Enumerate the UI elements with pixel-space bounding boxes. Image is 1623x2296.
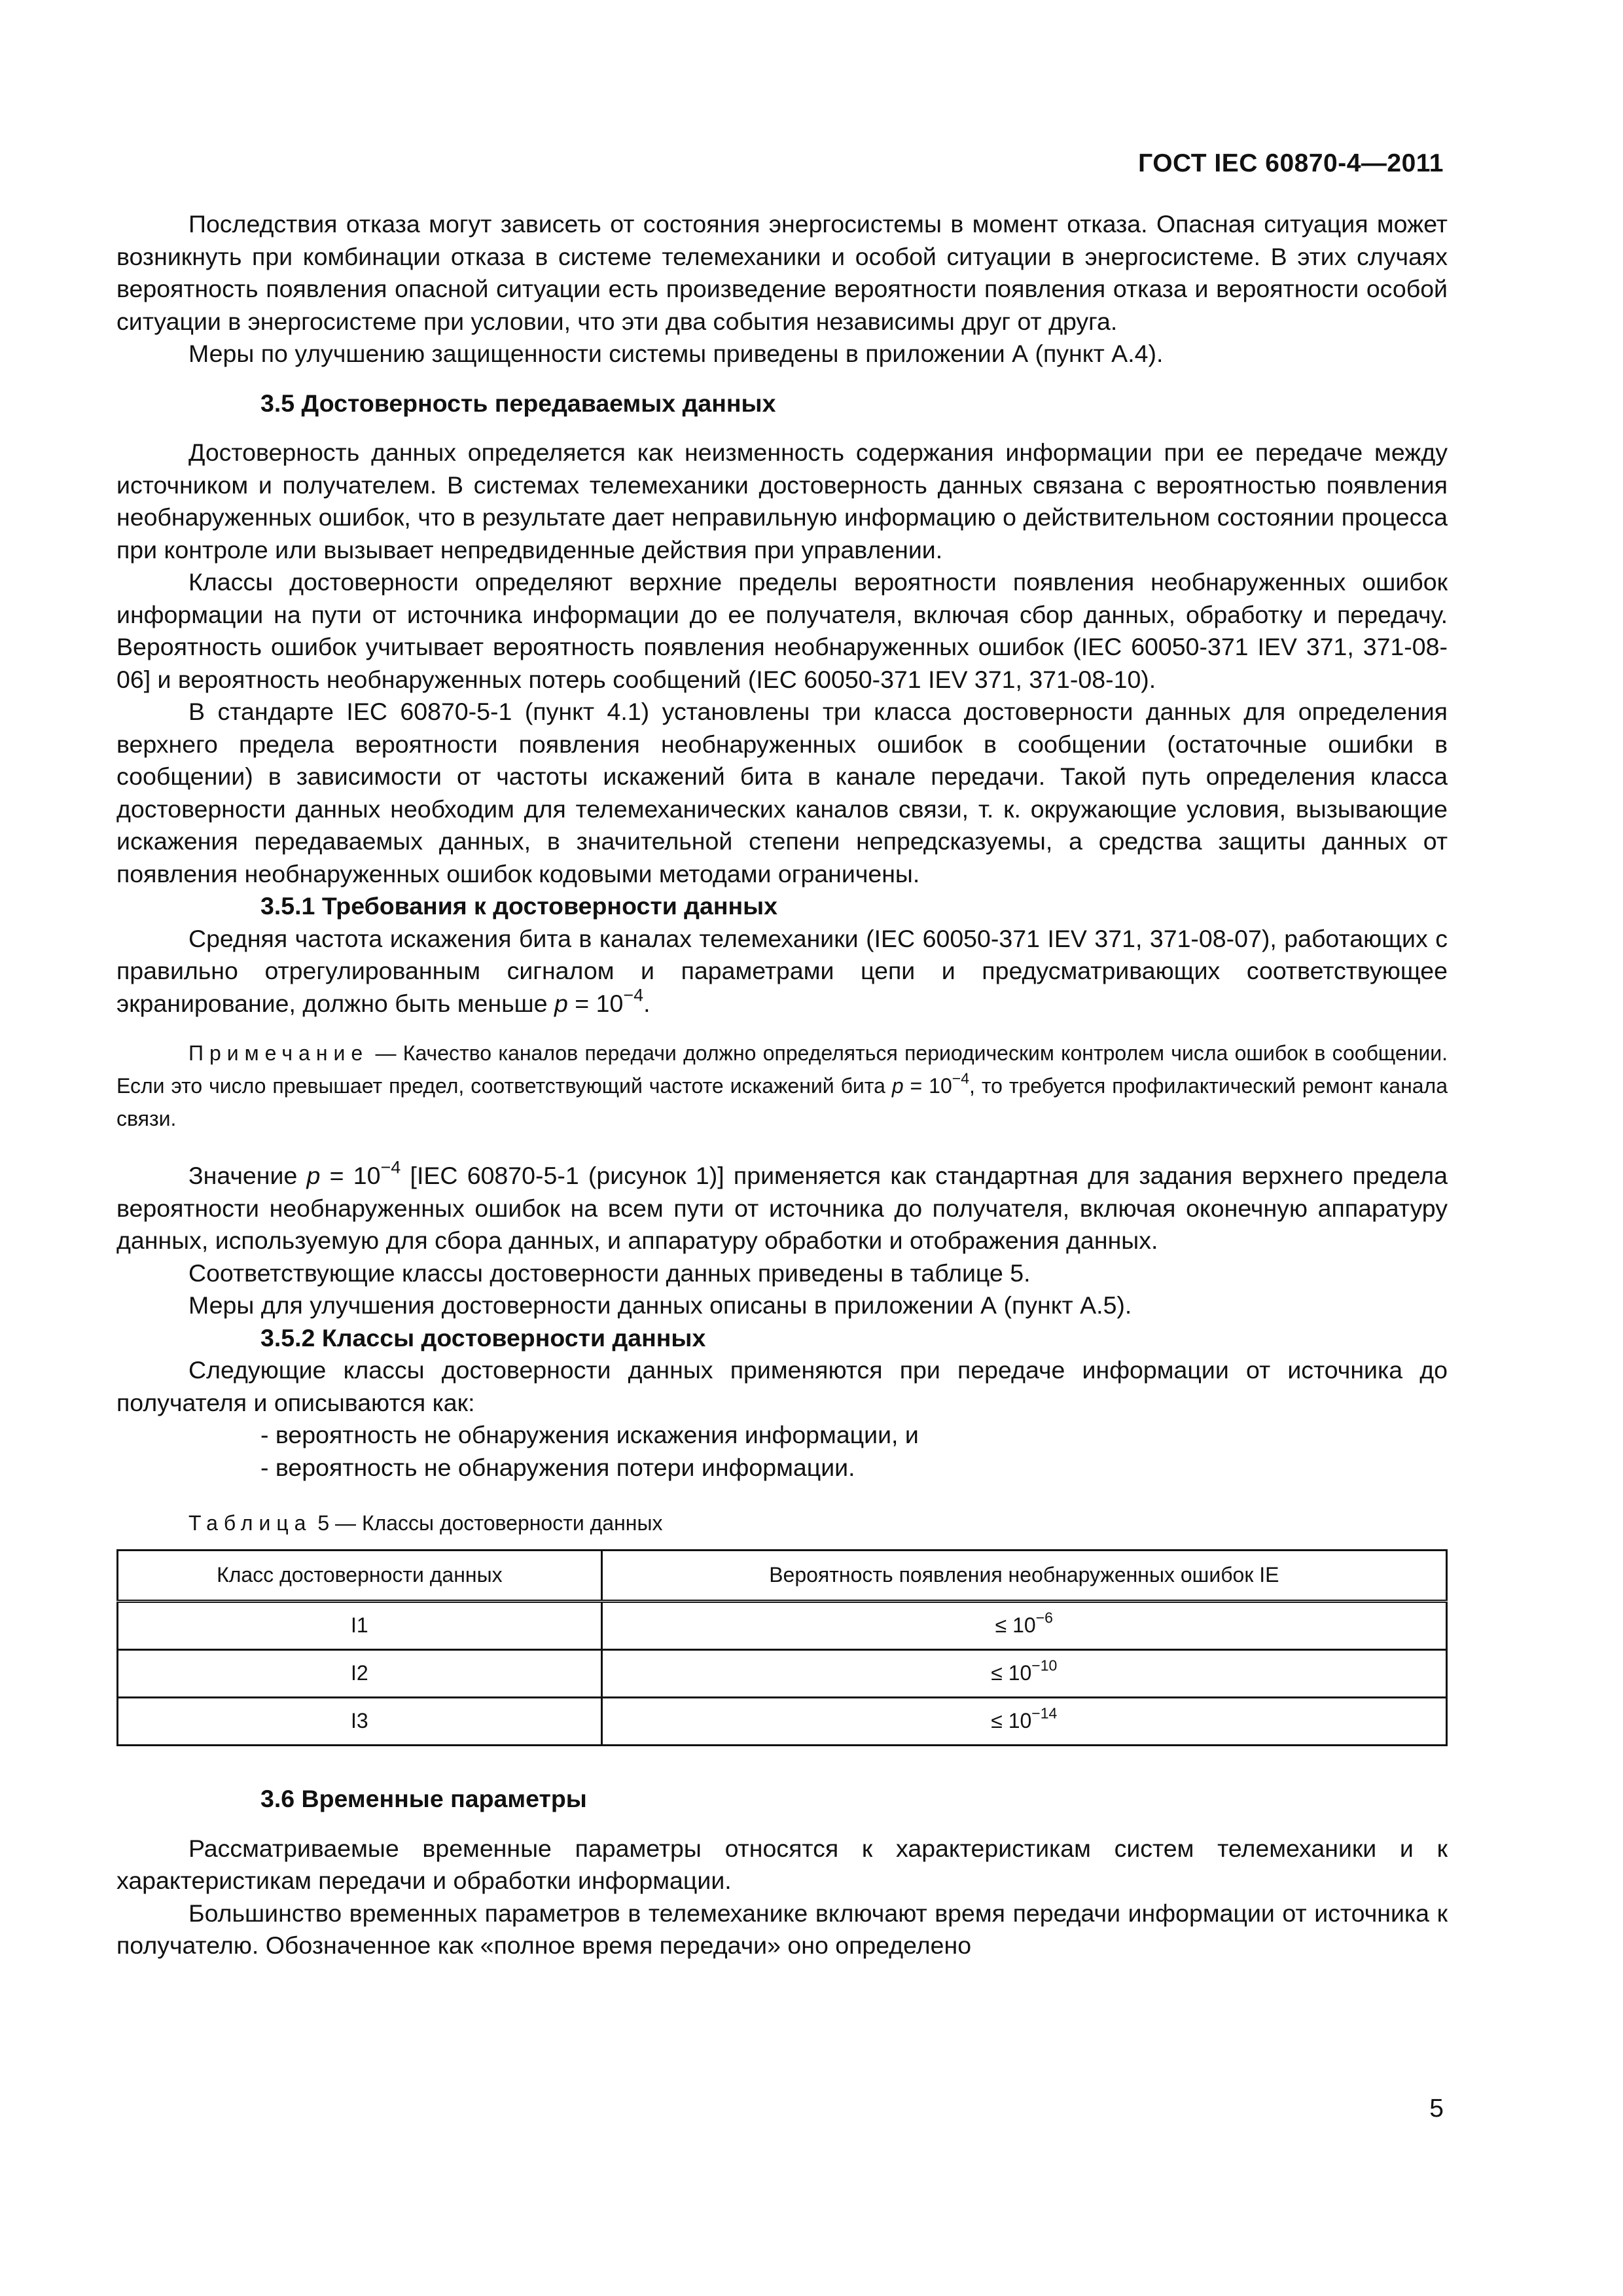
math-variable-p: p xyxy=(306,1162,321,1189)
paragraph xyxy=(116,1157,1448,1257)
paragraph: Последствия отказа могут зависеть от состояния энергосистемы в момент отказа. Опасная ситуация может возникнуть при комбинации отказа в системе телемеханики и особой ситуации в энергосистеме. В этих случаях вероятность появления опасной ситуации есть произведение вероятности появления отказа и вероятности особой ситуации в энергосистеме при условии, что эти два события независимы друг от друга. xyxy=(116,210,1448,335)
table-caption xyxy=(116,1509,1448,1537)
note-label: Примечание xyxy=(188,1041,369,1065)
math-variable-p: p xyxy=(554,989,568,1017)
paragraph: Рассматриваемые временные параметры относятся к характеристикам систем телемеханики и к характеристикам передачи и обработки информации. xyxy=(116,1834,1448,1894)
paragraph: Соответствующие классы достоверности данных приведены в таблице 5. xyxy=(188,1259,1031,1287)
paragraph: Меры для улучшения достоверности данных описаны в приложении А (пункт А.5). xyxy=(188,1291,1132,1319)
note-text: — Качество каналов передачи должно определяться периодическим контролем числа ошибок в сообщении. Если это число превышает предел, соответствующий частоте искажений бита xyxy=(116,1041,1448,1098)
paragraph: Меры по улучшению защищенности системы приведены в приложении А (пункт А.4). xyxy=(188,340,1164,367)
table-caption-text: 5 — Классы достоверности данных xyxy=(312,1511,663,1535)
table-row xyxy=(118,1650,1447,1698)
paragraph: Классы достоверности определяют верхние пределы вероятности появления необнаруженных ошибок информации на пути от источника информации до ее получателя, включая сбор данных, обработку и передачу. Вероятность ошибок учитывает вероятность появления необнаруженных ошибок (IEC 60050-371 IEV 371, 371-08-06] и вероятность необнаруженных потерь сообщений (IEC 60050-371 IEV 371, 371-08-10). xyxy=(116,568,1448,693)
section-heading-3-5: 3.5 Достоверность передаваемых данных xyxy=(260,389,776,417)
math-equals: = 10 xyxy=(320,1162,381,1189)
section-heading-3-5-1: 3.5.1 Требования к достоверности данных xyxy=(260,892,778,920)
math-exponent: −4 xyxy=(623,984,644,1005)
paragraph xyxy=(116,923,1448,1020)
list-item: - вероятность не обнаружения искажения информации, и xyxy=(260,1421,919,1448)
note xyxy=(116,1037,1448,1135)
data-integrity-classes-table xyxy=(116,1549,1448,1746)
section-heading-3-6: 3.6 Временные параметры xyxy=(260,1785,587,1812)
probability-value: ≤ 10 xyxy=(991,1709,1032,1733)
math-exponent: −10 xyxy=(1031,1657,1058,1674)
note-end: , то требуется профилактический ремонт канала связи. xyxy=(116,1074,1448,1130)
paragraph-text: Средняя частота искажения бита в каналах телемеханики (IEC 60050-371 IEV 371, 371-08-07), работающих с правильно отрегулированным сигналом и параметрами цепи и предусматривающих соответствующее экранирование, должно быть меньше xyxy=(116,924,1448,1017)
math-variable-p: p xyxy=(891,1074,904,1098)
probability-value: ≤ 10 xyxy=(991,1661,1032,1685)
paragraph: Большинство временных параметров в телемеханике включают время передачи информации от источника к получателю. Обозначенное как «полное время передачи» оно определено xyxy=(116,1899,1448,1959)
table-cell-class: I2 xyxy=(118,1650,602,1698)
table-header-cell: Вероятность появления необнаруженных ошибок IE xyxy=(601,1551,1446,1602)
table-row xyxy=(118,1698,1447,1746)
table-cell-probability xyxy=(601,1602,1446,1650)
math-equals: = 10 xyxy=(567,989,624,1017)
paragraph: Следующие классы достоверности данных применяются при передаче информации от источника до получателя и описываются как: xyxy=(116,1356,1448,1416)
table-cell-probability xyxy=(601,1698,1446,1746)
paragraph-end: . xyxy=(643,989,651,1017)
math-equals: = 10 xyxy=(903,1074,952,1098)
paragraph-text: [IEC 60870-5-1 (рисунок 1)] применяется как стандартная для задания верхнего предела вероятности необнаруженных ошибок на всем пути от источника до получателя, включая оконечную аппаратуру данных, используемую для сбора данных, и аппаратуру обработки и отображения данных. xyxy=(116,1162,1448,1254)
page-body xyxy=(116,208,1448,1962)
table-header-cell: Класс достоверности данных xyxy=(118,1551,602,1602)
probability-value: ≤ 10 xyxy=(995,1613,1036,1638)
paragraph: В стандарте IEC 60870-5-1 (пункт 4.1) установлены три класса достоверности данных для определения верхнего предела вероятности появления необнаруженных ошибок в сообщении (остаточные ошибки в сообщении) в зависимости от частоты искажений бита в канале передачи. Такой путь определения класса достоверности данных необходим для телемеханических каналов связи, т. к. окружающие условия, вызывающие искажения передаваемых данных, в значительной степени непредсказуемы, а средства защиты данных от появления необнаруженных ошибок кодовыми методами ограничены. xyxy=(116,698,1448,888)
table-row xyxy=(118,1602,1447,1650)
paragraph-start: Значение xyxy=(188,1162,307,1189)
page-number: 5 xyxy=(1429,2094,1444,2123)
document-code-header: ГОСТ IEC 60870-4—2011 xyxy=(1138,149,1444,177)
paragraph: Достоверность данных определяется как неизменность содержания информации при ее передаче между источником и получателем. В системах телемеханики достоверность данных связана с вероятностью появления необнаруженных ошибок, что в результате дает неправильную информацию о действительном состоянии процесса при контроле или вызывает непредвиденные действия при управлении. xyxy=(116,439,1448,564)
math-exponent: −14 xyxy=(1031,1704,1058,1722)
table-caption-label: Таблица xyxy=(188,1511,312,1535)
table-cell-class: I3 xyxy=(118,1698,602,1746)
list-item: - вероятность не обнаружения потери информации. xyxy=(260,1453,855,1481)
table-cell-class: I1 xyxy=(118,1602,602,1650)
section-heading-3-5-2: 3.5.2 Классы достоверности данных xyxy=(260,1323,706,1352)
table-header-row xyxy=(118,1551,1447,1602)
math-exponent: −6 xyxy=(1035,1609,1053,1626)
table-cell-probability xyxy=(601,1650,1446,1698)
math-exponent: −4 xyxy=(952,1069,970,1087)
math-exponent: −4 xyxy=(380,1157,401,1177)
